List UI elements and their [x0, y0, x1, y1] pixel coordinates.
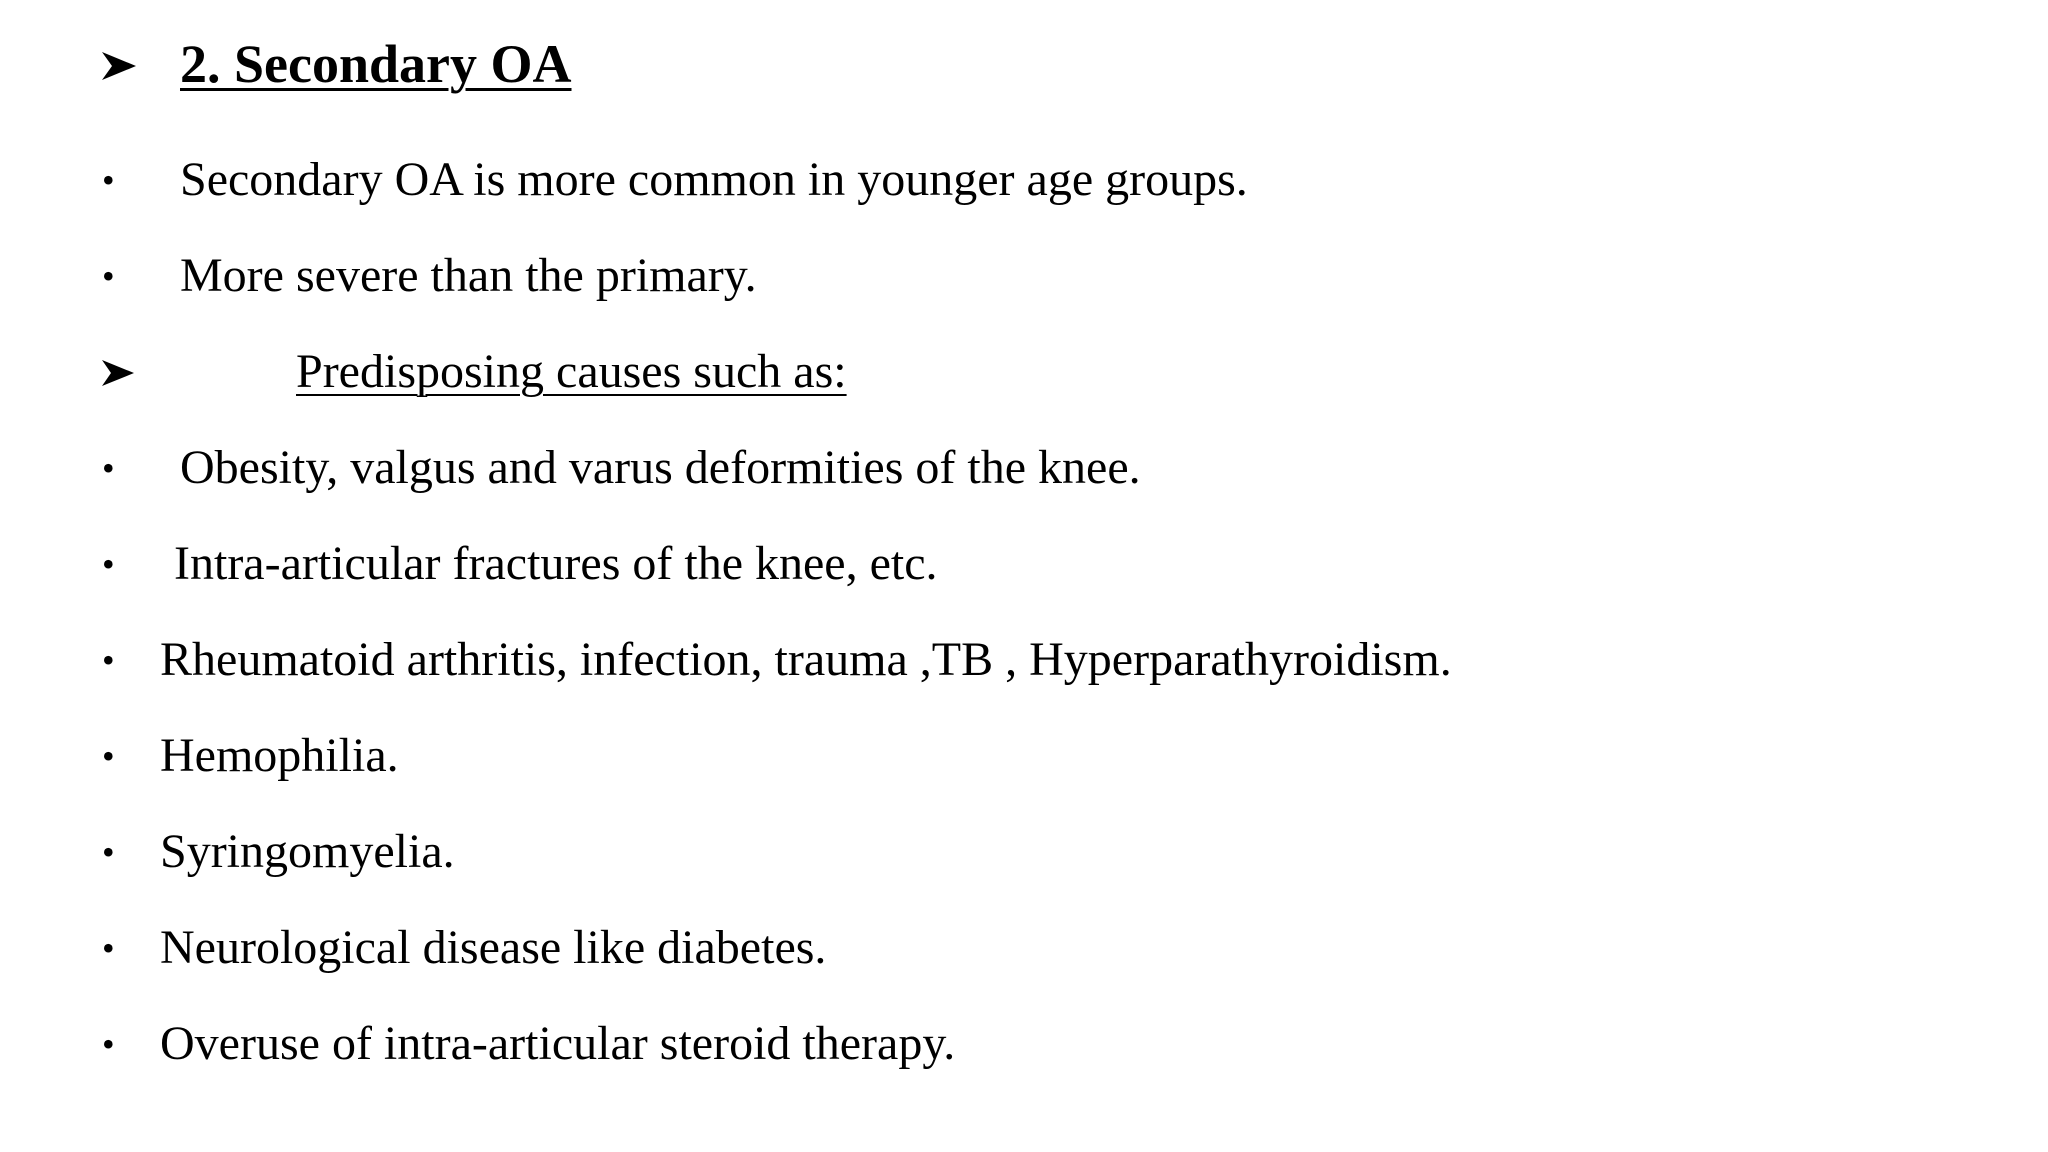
slide-heading: 2. Secondary OA — [180, 34, 572, 94]
bullet-icon: • — [102, 448, 115, 488]
list-item — [0, 428, 2048, 508]
heading-row — [0, 24, 2048, 104]
bullet-icon: • — [102, 544, 115, 584]
list-item — [0, 1004, 2048, 1084]
list-item — [0, 524, 2048, 604]
list-item-text: Neurological disease like diabetes. — [160, 921, 827, 974]
list-item-text: Hemophilia. — [160, 729, 399, 782]
list-item — [0, 620, 2048, 700]
list-item-text: Intra-articular fractures of the knee, etc. — [174, 537, 938, 590]
list-item-text: Syringomyelia. — [160, 825, 455, 878]
subheading-text: Predisposing causes such as: — [296, 345, 847, 398]
list-item — [0, 140, 2048, 220]
list-item — [0, 236, 2048, 316]
list-item-text: Obesity, valgus and varus deformities of the knee. — [180, 441, 1141, 494]
list-item-text: More severe than the primary. — [180, 249, 757, 302]
bullet-icon: • — [102, 832, 115, 872]
arrow-bullet-icon — [100, 332, 136, 412]
list-item — [0, 812, 2048, 892]
bullet-icon: • — [102, 160, 115, 200]
bullet-icon: • — [102, 640, 115, 680]
list-item-text: Overuse of intra-articular steroid therapy. — [160, 1017, 956, 1070]
bullet-icon: • — [102, 1024, 115, 1064]
list-item — [0, 716, 2048, 796]
subheading-row — [0, 332, 2048, 412]
arrow-bullet-icon — [100, 24, 138, 104]
list-item — [0, 908, 2048, 988]
bullet-icon: • — [102, 928, 115, 968]
list-item-text: Rheumatoid arthritis, infection, trauma ,TB , Hyperparathyroidism. — [160, 633, 1452, 686]
list-item-text: Secondary OA is more common in younger age groups. — [180, 153, 1248, 206]
bullet-icon: • — [102, 736, 115, 776]
bullet-icon: • — [102, 256, 115, 296]
